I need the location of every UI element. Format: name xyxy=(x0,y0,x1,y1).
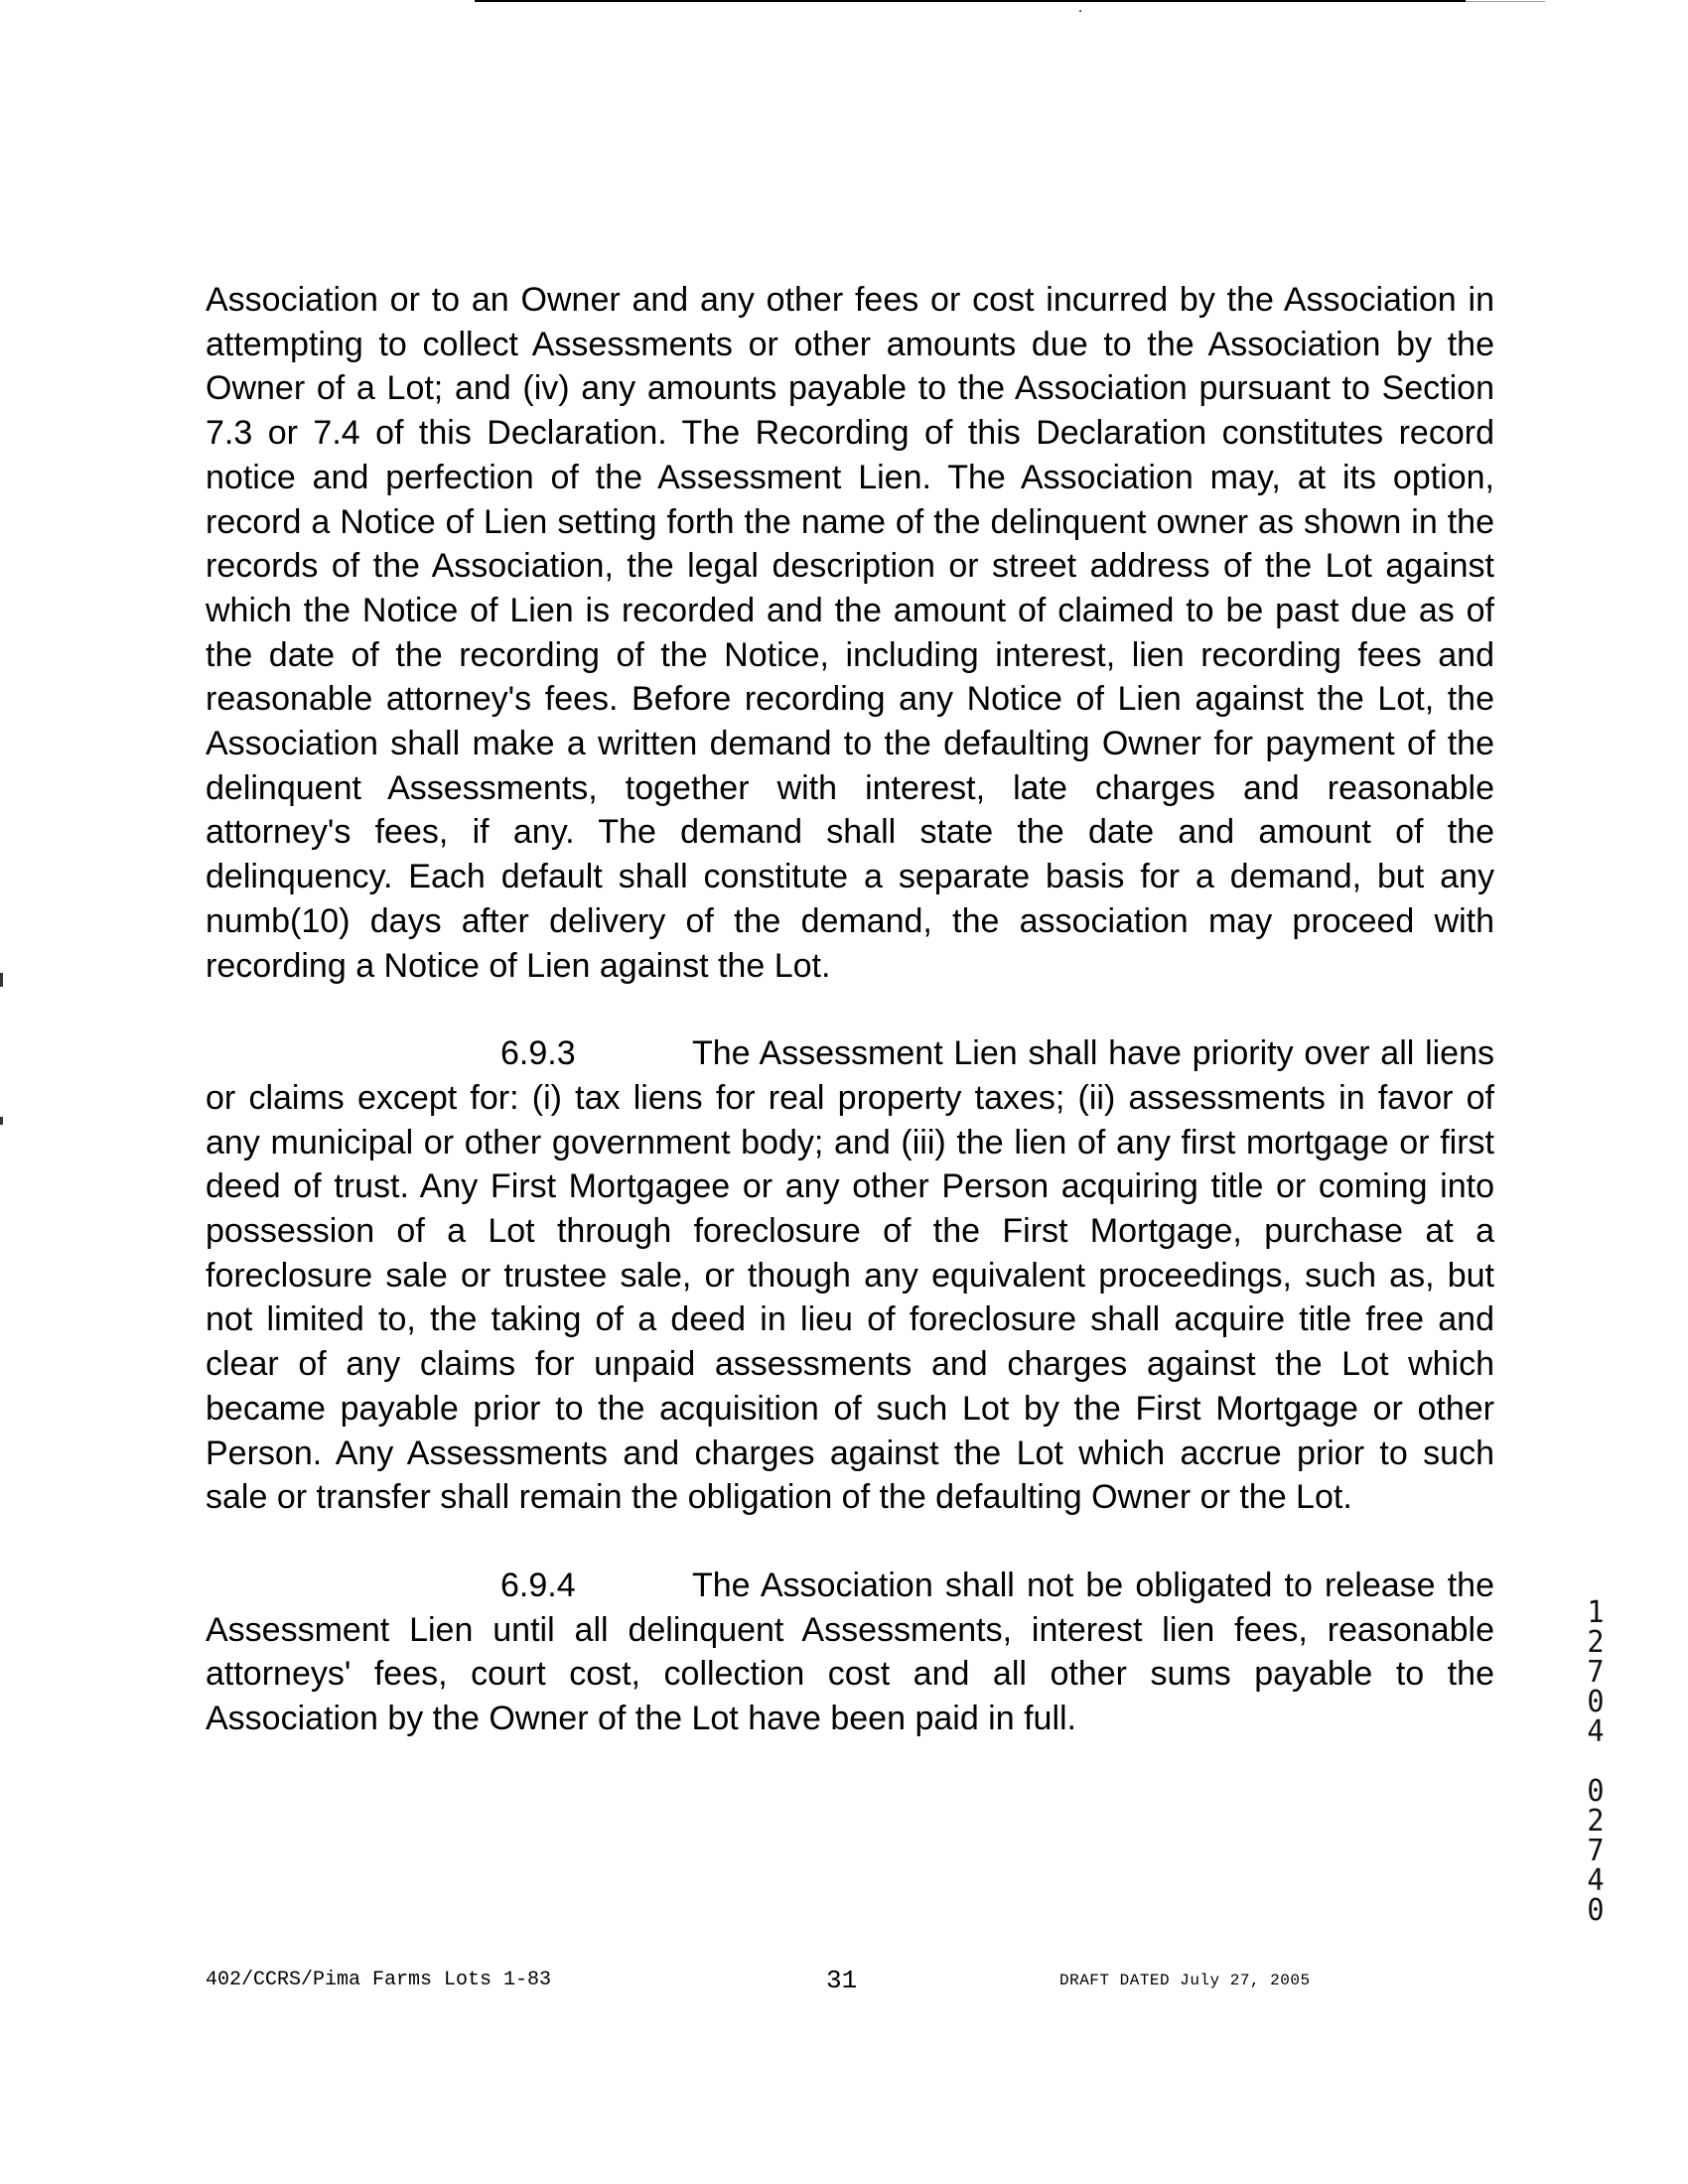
stamp-digit: 0 xyxy=(1587,1893,1605,1928)
footer-file-reference: 402/CCRS/Pima Farms Lots 1-83 xyxy=(206,1969,552,1991)
section-number: 6.9.4 xyxy=(500,1566,576,1604)
stamp-digit: 7 xyxy=(1587,1834,1605,1868)
top-scan-rule-faint xyxy=(1466,1,1545,2)
left-edge-scan-mark xyxy=(0,1117,3,1125)
paragraph-text: The Association shall not be obligated to release the Assessment Lien until all delinquent Assessments, interest lien fees, reasonable attorneys' fees, court cost, collection cost and all other sums payable to the Association by the Owner of the Lot have been paid in full. xyxy=(206,1566,1494,1738)
paragraph-text: The Assessment Lien shall have priority over all liens or claims except for: (i) tax liens for real property taxes; (ii) assessments in favor of any municipal or other government body; and (iii) the lien of any first mortgage or first deed of trust. Any First Mortgagee or any other Person acquiring title or coming into possession of a Lot through foreclosure of the First Mortgage, purchase at a foreclosure sale or trustee sale, or though any equivalent proceedings, such as, but not limited to, the taking of a deed in lieu of foreclosure shall acquire title free and clear of any claims for unpaid assessments and charges against the Lot which became payable prior to the acquisition of such Lot by the First Mortgage or other Person. Any Assessments and charges against the Lot which accrue prior to such sale or transfer shall remain the obligation of the defaulting Owner or the Lot. xyxy=(206,1034,1494,1517)
stamp-digit: 4 xyxy=(1587,1714,1605,1749)
paragraph-section-6-9-4 xyxy=(206,1564,1494,1741)
footer-draft-notice: DRAFT DATED July 27, 2005 xyxy=(1059,1972,1311,1989)
section-number: 6.9.3 xyxy=(500,1034,576,1073)
footer-page-number: 31 xyxy=(826,1966,858,1995)
stamp-gap xyxy=(1579,1747,1613,1777)
stamp-digit: 0 xyxy=(1587,1774,1605,1809)
stamp-digit: 2 xyxy=(1587,1804,1605,1839)
recording-stamp xyxy=(1579,1595,1613,1928)
scan-speck xyxy=(1079,10,1081,12)
stamp-digit: 7 xyxy=(1587,1655,1605,1690)
stamp-digit: 2 xyxy=(1587,1625,1605,1660)
stamp-digit: 1 xyxy=(1587,1595,1605,1630)
document-body xyxy=(206,278,1494,1741)
paragraph-section-6-9-3 xyxy=(206,1031,1494,1520)
stamp-digit: 0 xyxy=(1587,1685,1605,1719)
left-edge-scan-mark xyxy=(0,973,3,987)
top-scan-rule xyxy=(475,0,1466,2)
paragraph-text: Association or to an Owner and any other fees or cost incurred by the Association in attempting to collect Assessments or other amounts due to the Association by the Owner of a Lot; and (iv) any amounts payable to the Association pursuant to Section 7.3 or 7.4 of this Declaration. The Recording of this Declaration constitutes record notice and perfection of the Assessment Lien. The Association may, at its option, record a Notice of Lien setting forth the name of the delinquent owner as shown in the records of the Association, the legal description or street address of the Lot against which the Notice of Lien is recorded and the amount of claimed to be past due as of the date of the recording of the Notice, including interest, lien recording fees and reasonable attorney's fees. Before recording any Notice of Lien against the Lot, the Association shall make a written demand to the defaulting Owner for payment of the delinquent Assessments, together with interest, late charges and reasonable attorney's fees, if any. The demand shall state the date and amount of the delinquency. Each default shall constitute a separate basis for a demand, but any numb(10) days after delivery of the demand, the association may proceed with recording a Notice of Lien against the Lot. xyxy=(206,281,1494,985)
stamp-digit: 4 xyxy=(1587,1863,1605,1898)
paragraph-continuation xyxy=(206,278,1494,988)
page-footer xyxy=(0,1966,1688,1998)
